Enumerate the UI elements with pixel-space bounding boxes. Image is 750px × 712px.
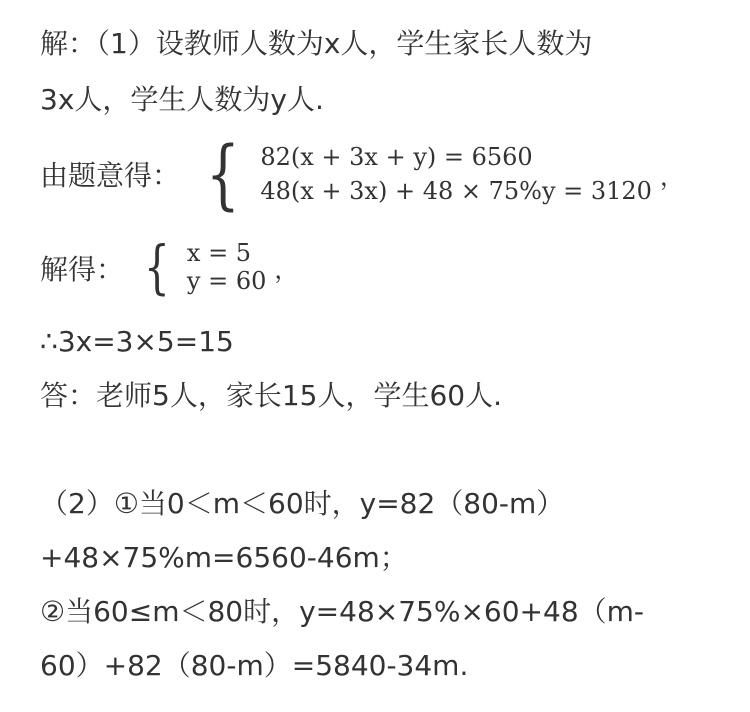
part2-line-2: +48×75%m=6560-46m； [40,541,408,574]
left-brace-icon: { [144,233,170,301]
system2-equation-1: x = 5 [186,239,252,267]
system1-comma: ， [659,162,684,191]
solution-line-1: 解：（1）设教师人数为x人，学生家长人数为 [40,27,593,60]
system2-label: 解得： [40,253,125,286]
left-brace-icon: { [206,129,240,218]
system2-comma: ， [274,255,299,284]
part2-line-3: ②当60≤m＜80时，y=48×75%×60+48（m- [40,595,645,628]
system1-equations [260,140,652,208]
system1-equation-1: 82(x + 3x + y) = 6560 [260,143,533,171]
solution-line-2: 3x人，学生人数为y人. [40,83,324,116]
system2-equation-2: y = 60 [186,267,267,295]
part2-line-4: 60）+82（80-m）=5840-34m. [40,649,469,682]
system2-equations [187,239,266,295]
answer-line: 答：老师5人，家长15人，学生60人. [40,379,502,412]
therefore-line: ∴3x=3×5=15 [40,325,234,358]
system1-label: 由题意得： [40,159,181,192]
system1-equation-2: 48(x + 3x) + 48 × 75%y = 3120 [260,177,652,205]
equation-system-2 [144,233,299,301]
equation-system-1 [206,129,684,218]
part2-line-1: （2）①当0＜m＜60时，y=82（80-m） [40,487,565,520]
